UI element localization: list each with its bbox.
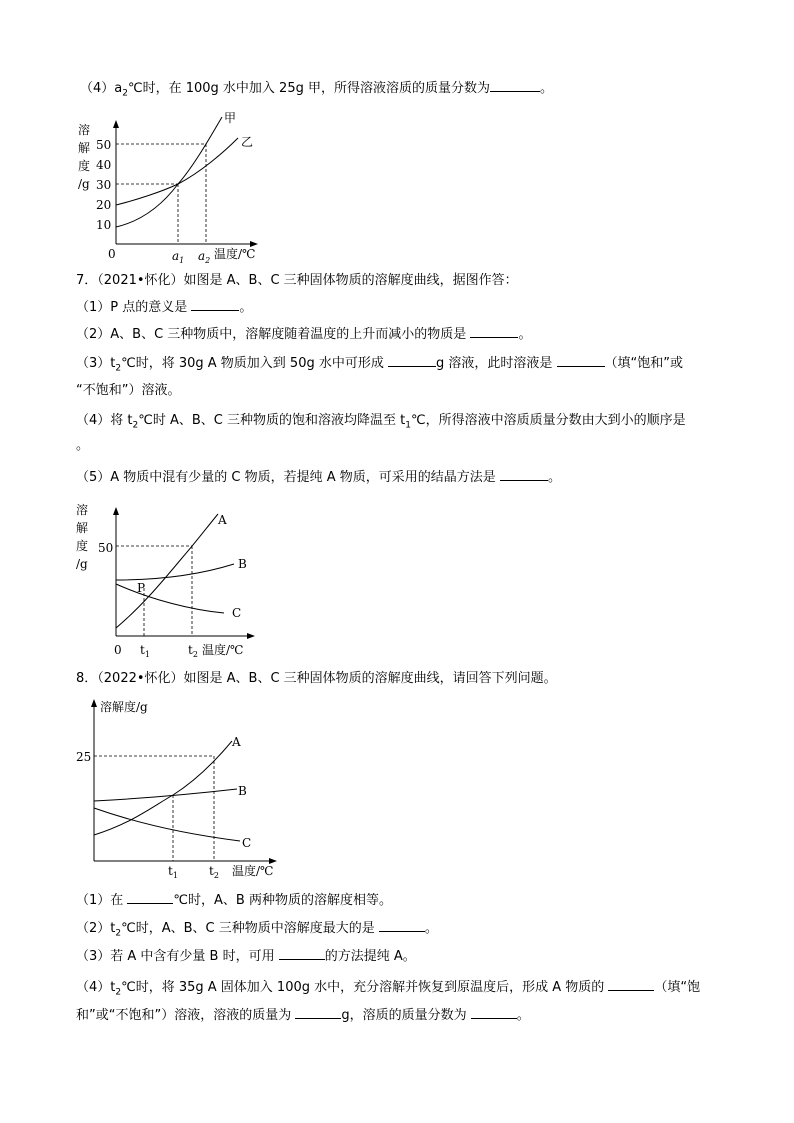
solubility-chart-1 xyxy=(76,108,276,268)
answer-blank[interactable] xyxy=(608,978,654,991)
q7-part4-end: 。 xyxy=(76,438,90,453)
answer-blank[interactable] xyxy=(379,919,425,932)
fig1-series-yi: 乙 xyxy=(241,135,254,149)
answer-blank[interactable] xyxy=(127,891,173,904)
fig2-xlabel-t2: $t_2$ xyxy=(188,643,198,659)
q8-part1: （1）在 ℃时，A、B 两种物质的溶解度相等。 xyxy=(76,893,392,908)
q7-part3-cont: “不饱和”）溶液。 xyxy=(76,383,181,398)
solubility-chart-3 xyxy=(72,695,302,881)
answer-blank[interactable] xyxy=(470,325,518,338)
fig1-xlabel-a1: $a_1$ xyxy=(172,249,185,265)
fig2-series-a: A xyxy=(218,513,227,527)
fig2-series-c: C xyxy=(232,606,242,620)
fig3-xaxis: 温度/℃ xyxy=(232,864,274,878)
fig2-xlabel-t1: $t_1$ xyxy=(140,643,150,659)
q7-part1: （1）P 点的意义是 。 xyxy=(76,300,253,315)
answer-blank[interactable] xyxy=(490,79,540,92)
fig2-origin: 0 xyxy=(114,643,122,657)
q7-part2: （2）A、B、C 三种物质中，溶解度随着温度的上升而减小的物质是 。 xyxy=(76,327,532,342)
q8-part4-cont: 和”或“不饱和”）溶液，溶液的质量为 g，溶质的质量分数为 。 xyxy=(76,1008,530,1023)
q7-part3: $(3)t_2℃$时，将 30g A 物质加入到 50g 水中可形成 g 溶液，此时溶液是 （填“饱和”或 xyxy=(76,356,683,374)
fig1-ylabel-1: 解 xyxy=(78,141,91,155)
fig1-ytick: 40 xyxy=(96,158,112,172)
fig2-ylabel-2: 度 xyxy=(76,539,89,553)
answer-blank[interactable] xyxy=(191,298,239,311)
solubility-chart-2 xyxy=(72,496,272,664)
fig3-series-b: B xyxy=(238,784,247,798)
fig1-ytick: 10 xyxy=(96,218,112,232)
answer-blank[interactable] xyxy=(471,1006,517,1019)
q8-part2: $(2)t_2℃$时，A、B、C 三种物质中溶解度最大的是 。 xyxy=(76,921,438,939)
q8-part4: $(4)t_2℃$时，将 35g A 固体加入 100g 水中，充分溶解并恢复到原温度后，形成 A 物质的 （填“饱 xyxy=(76,980,701,998)
fig1-ylabel-3: /g xyxy=(78,177,90,191)
fig1-ylabel-2: 度 xyxy=(78,159,91,173)
fig2-series-b: B xyxy=(238,557,247,571)
fig3-series-a: A xyxy=(232,735,241,749)
fig3-xlabel-t1: $t_1$ xyxy=(168,864,178,880)
fig2-point-p: P xyxy=(137,581,146,595)
fig1-xaxis: 温度/℃ xyxy=(214,247,256,261)
q6-part4: $(4)a_2℃$时，在 100g 水中加入 25g 甲，所得溶液溶质的质量分数为 。 xyxy=(80,81,553,99)
q8-part3: （3）若 A 中含有少量 B 时，可用 的方法提纯 A。 xyxy=(76,949,416,964)
fig1-series-jia: 甲 xyxy=(224,111,237,125)
fig1-ytick: 30 xyxy=(96,178,112,192)
fig2-ylabel-3: /g xyxy=(76,557,88,571)
answer-blank[interactable] xyxy=(388,354,436,367)
fig1-xlabel-a2: $a_2$ xyxy=(198,249,211,265)
curve-a xyxy=(116,514,218,628)
answer-blank[interactable] xyxy=(500,468,548,481)
fig2-ytick: 50 xyxy=(98,541,114,555)
q8-stem: 8．（2022•怀化）如图是 A、B、C 三种固体物质的溶解度曲线，请回答下列问题。 xyxy=(76,671,557,686)
fig3-xlabel-t2: $t_2$ xyxy=(209,864,219,880)
q7-stem: 7．（2021•怀化）如图是 A、B、C 三种固体物质的溶解度曲线，据图作答： xyxy=(76,273,518,288)
fig2-ylabel-0: 溶 xyxy=(76,503,89,517)
fig1-origin: 0 xyxy=(108,247,116,261)
fig1-ylabel-0: 溶 xyxy=(78,123,91,137)
fig3-series-c: C xyxy=(242,836,252,850)
curve-a xyxy=(94,741,232,835)
curve-c xyxy=(116,584,224,613)
answer-blank[interactable] xyxy=(557,354,605,367)
fig1-ytick: 20 xyxy=(96,198,112,212)
fig3-ylabel: 溶解度/g xyxy=(100,700,148,714)
fig3-ytick: 25 xyxy=(76,750,92,764)
fig2-xaxis: 温度/℃ xyxy=(202,643,244,657)
answer-blank[interactable] xyxy=(295,1006,341,1019)
curve-yi xyxy=(116,138,238,205)
fig2-ylabel-1: 解 xyxy=(76,521,89,535)
fig1-ytick: 50 xyxy=(96,138,112,152)
answer-blank[interactable] xyxy=(279,947,325,960)
q7-part5: （5）A 物质中混有少量的 C 物质，若提纯 A 物质，可采用的结晶方法是 。 xyxy=(76,470,561,485)
q7-part4: （4）将 $t_2℃$时 A、B、C 三种物质的饱和溶液均降温至 $t_1℃$，所得溶液中溶质质量分数由大到小的顺序是 xyxy=(76,413,686,431)
curve-c xyxy=(94,808,240,841)
